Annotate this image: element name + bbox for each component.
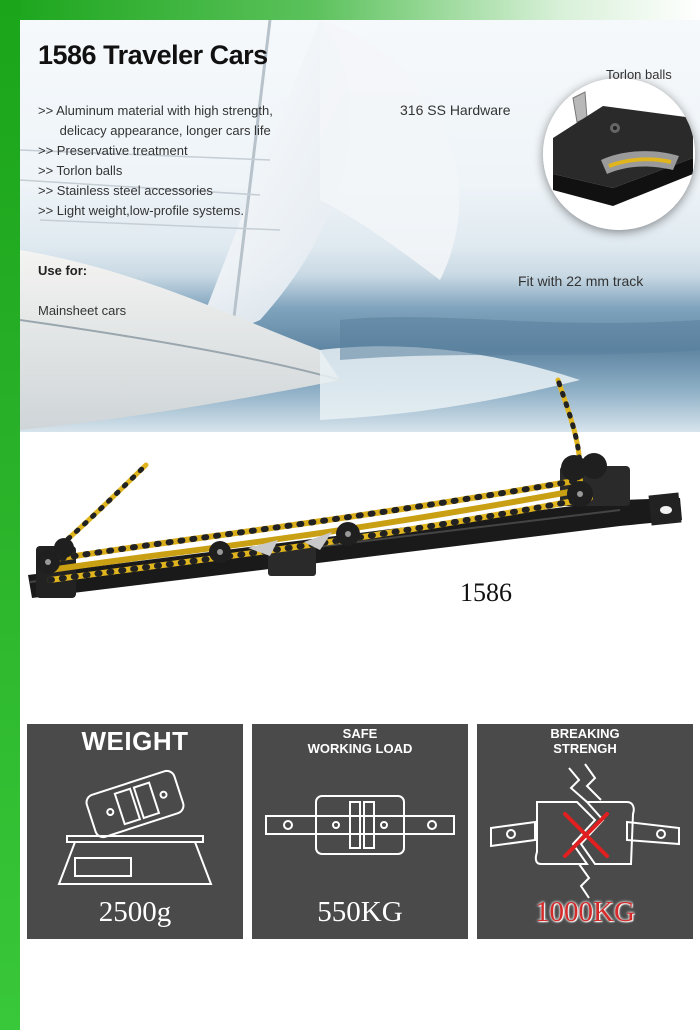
feature-item: >> Light weight,low-profile systems. bbox=[38, 203, 244, 218]
weight-value: 2500g bbox=[98, 896, 172, 928]
weight-spec-panel bbox=[27, 724, 243, 939]
page-title: 1586 Traveler Cars bbox=[38, 40, 268, 70]
top-accent-bar bbox=[0, 0, 700, 20]
feature-item: >> Aluminum material with high strength, bbox=[38, 103, 273, 118]
feature-item: >> Torlon balls bbox=[38, 163, 123, 178]
left-accent-bar bbox=[0, 0, 20, 1030]
track-label: Fit with 22 mm track bbox=[518, 273, 644, 289]
torlon-detail-image bbox=[543, 78, 695, 230]
feature-item: delicacy appearance, longer cars life bbox=[38, 123, 271, 138]
safe-load-value: 550KG bbox=[317, 896, 403, 928]
safe-load-title-line: WORKING LOAD bbox=[307, 741, 413, 756]
safe-working-load-panel bbox=[252, 724, 468, 939]
hardware-label: 316 SS Hardware bbox=[400, 102, 511, 118]
breaking-title-line: STRENGH bbox=[553, 741, 617, 756]
feature-item: >> Preservative treatment bbox=[38, 143, 188, 158]
traveler-car-product-image bbox=[20, 370, 700, 635]
torlon-label: Torlon balls bbox=[606, 67, 672, 82]
breaking-strength-panel bbox=[477, 724, 693, 939]
safe-load-title-line: SAFE bbox=[342, 726, 378, 741]
feature-list bbox=[38, 101, 273, 221]
use-for-label: Use for: bbox=[38, 263, 88, 278]
feature-item: >> Stainless steel accessories bbox=[38, 183, 213, 198]
model-number-label: 1586 bbox=[460, 578, 512, 607]
weight-title: WEIGHT bbox=[81, 726, 189, 756]
breaking-value: 1000KG bbox=[535, 896, 635, 928]
use-for-value: Mainsheet cars bbox=[38, 303, 127, 318]
breaking-title-line: BREAKING bbox=[550, 726, 620, 741]
